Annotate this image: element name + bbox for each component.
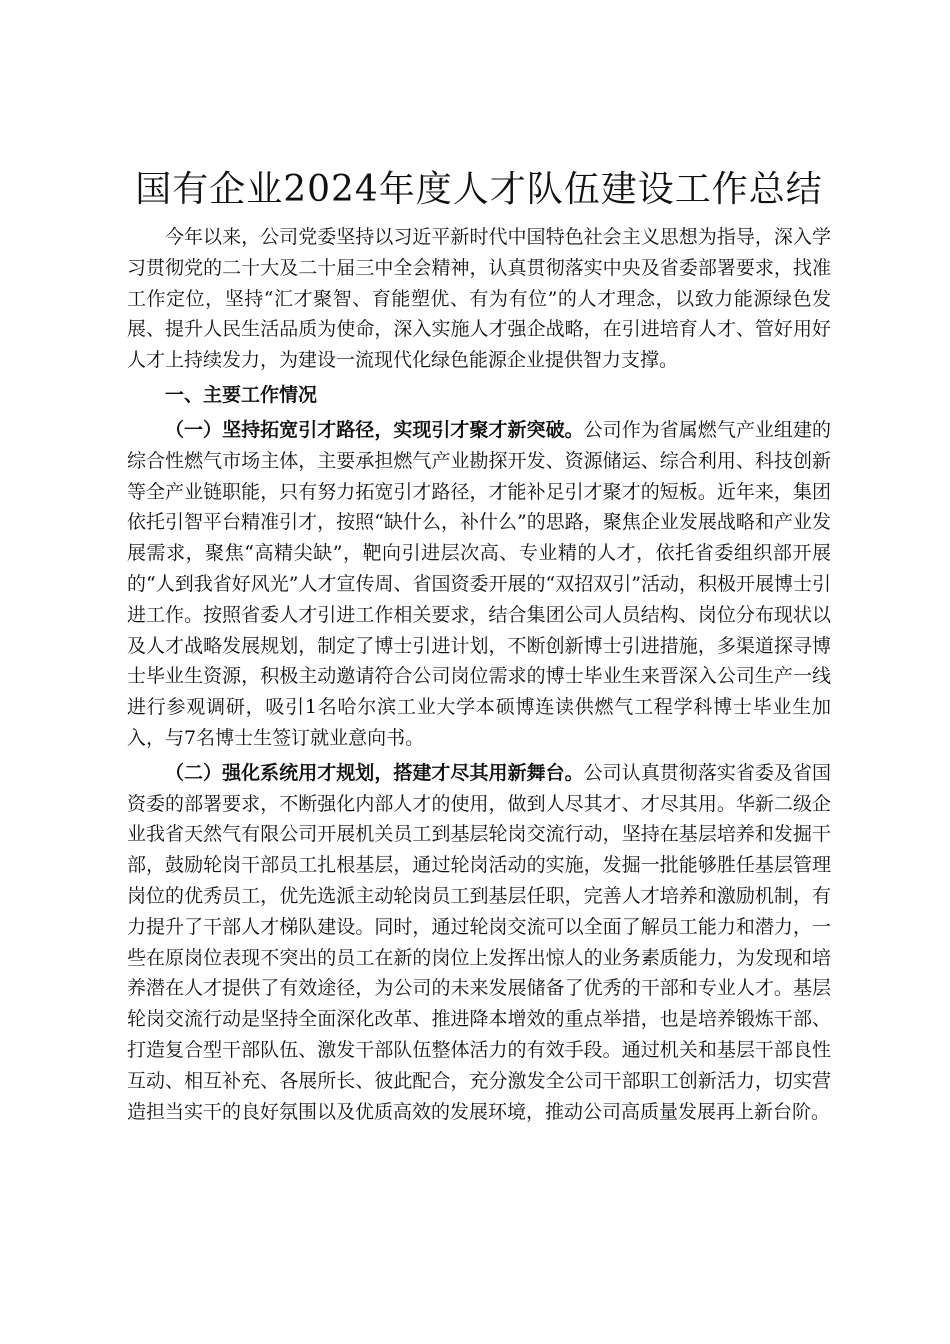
intro-paragraph: 今年以来，公司党委坚持以习近平新时代中国特色社会主义思想为指导，深入学习贯彻党的二十大及二十届三中全会精神，认真贯彻落实中央及省委部署要求，找准工作定位，坚持“汇才聚智、育能塑优、有为有位”的人才理念，以致力能源绿色发展、提升人民生活品质为使命，深入实施人才强企战略，在引进培育人才、管好用好人才上持续发力，为建设一流现代化绿色能源企业提供智力支撑。 [127, 226, 831, 372]
item-1-paragraph [127, 415, 831, 754]
item-2-body: 公司认真贯彻落实省委及省国资委的部署要求，不断强化内部人才的使用，做到人尽其才、才尽其用。华新二级企业我省天然气有限公司开展机关员工到基层轮岗交流行动，坚持在基层培养和发掘干部，鼓励轮岗干部员工扎根基层，通过轮岗活动的实施，发掘一批能够胜任基层管理岗位的优秀员工，优先选派主动轮岗员工到基层任职，完善人才培养和激励机制，有力提升了干部人才梯队建设。同时，通过轮岗交流可以全面了解员工能力和潜力，一些在原岗位表现不突出的员工在新的岗位上发挥出惊人的业务素质能力，为发现和培养潜在人才提供了有效途径，为公司的未来发展储备了优秀的干部和专业人才。基层轮岗交流行动是坚持全面深化改革、推进降本增效的重点举措，也是培养锻炼干部、打造复合型干部队伍、激发干部队伍整体活力的有效手段。通过机关和基层干部良性互动、相互补充、各展所长、彼此配合，充分激发全公司干部职工创新活力，切实营造担当实干的良好氛围以及优质高效的发展环境，推动公司高质量发展再上新台阶。 [127, 761, 831, 1123]
document-page [127, 162, 831, 1127]
item-1-lead: （一）坚持拓宽引才路径，实现引才聚才新突破。 [165, 418, 584, 441]
document-title: 国有企业2024年度人才队伍建设工作总结 [135, 169, 823, 210]
item-2-paragraph [127, 758, 831, 1128]
section-heading: 一、主要工作情况 [165, 383, 318, 406]
item-1-body: 公司作为省属燃气产业组建的综合性燃气市场主体，主要承担燃气产业勘探开发、资源储运、综合利用、科技创新等全产业链职能，只有努力拓宽引才路径，才能补足引才聚才的短板。近年来，集团依托引智平台精准引才，按照“缺什么，补什么”的思路，聚焦企业发展战略和产业发展需求，聚焦“高精尖缺”，靶向引进层次高、专业精的人才，依托省委组织部开展的“人到我省好风光”人才宣传周、省国资委开展的“双招双引”活动，积极开展博士引进工作。按照省委人才引进工作相关要求，结合集团公司人员结构、岗位分布现状以及人才战略发展规划，制定了博士引进计划，不断创新博士引进措施，多渠道探寻博士毕业生资源，积极主动邀请符合公司岗位需求的博士毕业生来晋深入公司生产一线进行参观调研，吸引1名哈尔滨工业大学本硕博连读供燃气工程学科博士毕业生加入，与7名博士生签订就业意向书。 [127, 418, 831, 749]
item-2-lead: （二）强化系统用才规划，搭建才尽其用新舞台。 [165, 761, 584, 784]
